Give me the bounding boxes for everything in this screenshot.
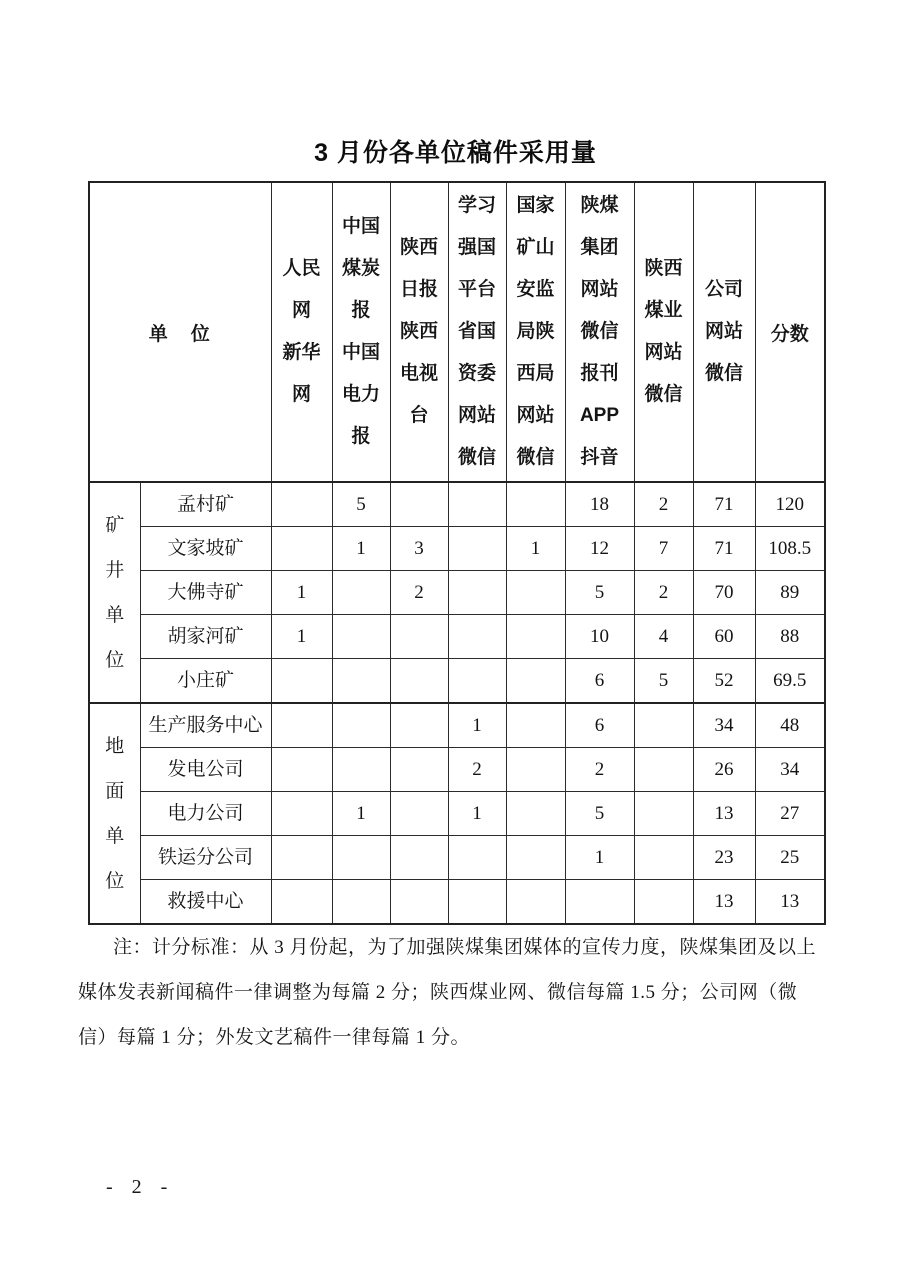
value-cell: 70 [693, 571, 755, 615]
header-line: 矿山 [516, 237, 555, 258]
header-line: 报刊 [580, 363, 619, 384]
value-cell: 71 [693, 527, 755, 571]
value-cell: 2 [390, 571, 448, 615]
value-cell [271, 482, 332, 527]
value-cell [448, 527, 506, 571]
group-label-char: 地 [105, 735, 125, 757]
value-cell: 12 [565, 527, 634, 571]
col-header-xuexiqiangguo-guoziwei [448, 182, 506, 482]
header-line: 西局 [516, 363, 555, 384]
header-line: 陕煤 [580, 195, 619, 216]
value-cell [332, 836, 390, 880]
value-cell [390, 615, 448, 659]
value-cell [271, 748, 332, 792]
header-line: 网站 [516, 405, 555, 426]
group-label-mine-units [89, 482, 140, 703]
unit-name-cell: 文家坡矿 [140, 527, 271, 571]
value-cell [448, 659, 506, 704]
unit-name-cell: 生产服务中心 [140, 703, 271, 748]
table-row-mengcunkuang [89, 482, 825, 527]
value-cell [332, 615, 390, 659]
header-line: APP [579, 405, 620, 426]
header-line: 微信 [704, 363, 743, 384]
value-cell [506, 880, 565, 925]
unit-name-cell: 孟村矿 [140, 482, 271, 527]
header-line: 台 [409, 405, 429, 426]
value-cell [332, 571, 390, 615]
value-cell: 5 [332, 482, 390, 527]
value-cell [634, 880, 693, 925]
header-line: 抖音 [580, 447, 619, 468]
group-label-char: 井 [105, 559, 125, 581]
group-label-char: 位 [105, 649, 125, 671]
header-line: 安监 [516, 279, 555, 300]
value-cell [332, 880, 390, 925]
header-line: 煤炭 [341, 258, 380, 279]
header-line: 省国 [457, 321, 496, 342]
table-row-dianligongsi [89, 792, 825, 836]
value-cell [390, 880, 448, 925]
unit-name-cell: 胡家河矿 [140, 615, 271, 659]
value-cell [332, 703, 390, 748]
group-label-char: 矿 [105, 514, 125, 536]
value-cell: 1 [448, 792, 506, 836]
group-label-char: 单 [105, 604, 125, 626]
value-cell [506, 615, 565, 659]
header-line: 煤业 [644, 300, 683, 321]
value-cell [448, 615, 506, 659]
score-cell: 27 [755, 792, 825, 836]
value-cell [271, 880, 332, 925]
col-header-shanmei-jituan [565, 182, 634, 482]
value-cell [271, 527, 332, 571]
value-cell: 5 [565, 792, 634, 836]
value-cell [271, 836, 332, 880]
value-cell [448, 571, 506, 615]
value-cell: 1 [332, 527, 390, 571]
header-line: 资委 [457, 363, 496, 384]
value-cell: 5 [565, 571, 634, 615]
value-cell [271, 659, 332, 704]
table-row-wenjiapokuang [89, 527, 825, 571]
col-header-shaanxi-meiye [634, 182, 693, 482]
value-cell [506, 482, 565, 527]
table-row-tieyunfengongsi [89, 836, 825, 880]
value-cell [448, 482, 506, 527]
value-cell [634, 748, 693, 792]
value-cell [565, 880, 634, 925]
header-line: 网站 [580, 279, 619, 300]
header-line: 集团 [580, 237, 619, 258]
header-line: 电视 [399, 363, 438, 384]
value-cell [506, 571, 565, 615]
value-cell: 5 [634, 659, 693, 704]
value-cell: 4 [634, 615, 693, 659]
header-line: 微信 [580, 321, 619, 342]
score-cell: 34 [755, 748, 825, 792]
header-line: 日报 [399, 279, 438, 300]
header-line: 网站 [644, 342, 683, 363]
value-cell [271, 792, 332, 836]
value-cell [390, 748, 448, 792]
header-line: 微信 [644, 384, 683, 405]
value-cell: 2 [634, 482, 693, 527]
table-row-dafosikuang [89, 571, 825, 615]
header-line: 报 [351, 300, 371, 321]
value-cell: 7 [634, 527, 693, 571]
page-number: - 2 - [106, 1176, 175, 1198]
value-cell [506, 836, 565, 880]
value-cell: 13 [693, 880, 755, 925]
value-cell: 52 [693, 659, 755, 704]
header-line: 微信 [457, 447, 496, 468]
value-cell [634, 703, 693, 748]
group-label-char: 位 [105, 870, 125, 892]
header-line: 网站 [457, 405, 496, 426]
unit-name-cell: 大佛寺矿 [140, 571, 271, 615]
value-cell [390, 792, 448, 836]
score-cell: 48 [755, 703, 825, 748]
value-cell: 71 [693, 482, 755, 527]
unit-name-cell: 铁运分公司 [140, 836, 271, 880]
value-cell [634, 836, 693, 880]
header-line: 中国 [341, 342, 380, 363]
unit-name-cell: 小庄矿 [140, 659, 271, 704]
header-line: 电力 [341, 384, 380, 405]
adoption-table [88, 181, 826, 925]
score-cell: 25 [755, 836, 825, 880]
header-line: 网 [291, 300, 311, 321]
note-line: 信）每篇 1 分；外发文艺稿件一律每篇 1 分。 [78, 1027, 471, 1048]
score-cell: 108.5 [755, 527, 825, 571]
value-cell [448, 836, 506, 880]
col-header-guojia-kuangshan-anjianju [506, 182, 565, 482]
value-cell [506, 659, 565, 704]
value-cell: 1 [506, 527, 565, 571]
value-cell [332, 659, 390, 704]
value-cell: 34 [693, 703, 755, 748]
header-line: 局陕 [516, 321, 555, 342]
group-label-char: 面 [105, 780, 125, 802]
header-line: 陕西 [644, 258, 683, 279]
header-line: 网 [291, 384, 311, 405]
col-header-score: 分数 [755, 182, 825, 482]
value-cell [506, 703, 565, 748]
note-line: 注：计分标准：从 3 月份起，为了加强陕煤集团媒体的宣传力度，陕煤集团及以上 [113, 937, 817, 958]
value-cell [506, 748, 565, 792]
header-line: 国家 [516, 195, 555, 216]
value-cell: 60 [693, 615, 755, 659]
header-line: 陕西 [399, 321, 438, 342]
header-line: 报 [351, 426, 371, 447]
value-cell [390, 659, 448, 704]
header-line: 强国 [457, 237, 496, 258]
table-row-jiuyuanzhongxin [89, 880, 825, 925]
table-header-row [89, 182, 825, 482]
value-cell: 2 [565, 748, 634, 792]
value-cell: 10 [565, 615, 634, 659]
value-cell: 6 [565, 703, 634, 748]
header-line: 平台 [457, 279, 496, 300]
value-cell [390, 836, 448, 880]
value-cell: 2 [448, 748, 506, 792]
value-cell: 3 [390, 527, 448, 571]
value-cell: 26 [693, 748, 755, 792]
score-cell: 89 [755, 571, 825, 615]
value-cell: 1 [271, 615, 332, 659]
value-cell: 23 [693, 836, 755, 880]
header-line: 新华 [282, 342, 321, 363]
score-cell: 120 [755, 482, 825, 527]
document-title: 3 月份各单位稿件采用量 [314, 139, 597, 167]
col-header-zhongguo-meitan-dianli-bao [332, 182, 390, 482]
value-cell [448, 880, 506, 925]
header-line: 公司 [704, 279, 743, 300]
header-line: 学习 [457, 195, 496, 216]
header-line: 人民 [282, 258, 321, 279]
header-line: 网站 [704, 321, 743, 342]
unit-name-cell: 电力公司 [140, 792, 271, 836]
value-cell: 1 [271, 571, 332, 615]
col-header-renminwang-xinhuawang [271, 182, 332, 482]
header-line: 中国 [341, 216, 380, 237]
value-cell: 13 [693, 792, 755, 836]
table-row-xiaozhuangkuang [89, 659, 825, 704]
col-header-unit: 单 位 [89, 182, 271, 482]
value-cell: 1 [448, 703, 506, 748]
col-header-gongsi-wangzhan-weixin [693, 182, 755, 482]
table-row-hujiahekuang [89, 615, 825, 659]
unit-name-cell: 救援中心 [140, 880, 271, 925]
value-cell [390, 703, 448, 748]
value-cell: 1 [332, 792, 390, 836]
header-line: 陕西 [399, 237, 438, 258]
value-cell: 1 [565, 836, 634, 880]
note-line: 媒体发表新闻稿件一律调整为每篇 2 分；陕西煤业网、微信每篇 1.5 分；公司网（微 [78, 982, 798, 1003]
value-cell: 2 [634, 571, 693, 615]
note-paragraph [78, 925, 818, 1060]
score-cell: 13 [755, 880, 825, 925]
unit-name-cell: 发电公司 [140, 748, 271, 792]
value-cell [390, 482, 448, 527]
value-cell [634, 792, 693, 836]
score-cell: 69.5 [755, 659, 825, 704]
group-label-char: 单 [105, 825, 125, 847]
value-cell: 18 [565, 482, 634, 527]
value-cell [271, 703, 332, 748]
table-row-fadiangongsi [89, 748, 825, 792]
header-line: 微信 [516, 447, 555, 468]
value-cell: 6 [565, 659, 634, 704]
value-cell [506, 792, 565, 836]
score-cell: 88 [755, 615, 825, 659]
table-row-shengchanfuwuzhongxin [89, 703, 825, 748]
value-cell [332, 748, 390, 792]
col-header-shaanxi-ribao-dianshitai [390, 182, 448, 482]
group-label-surface-units [89, 703, 140, 924]
